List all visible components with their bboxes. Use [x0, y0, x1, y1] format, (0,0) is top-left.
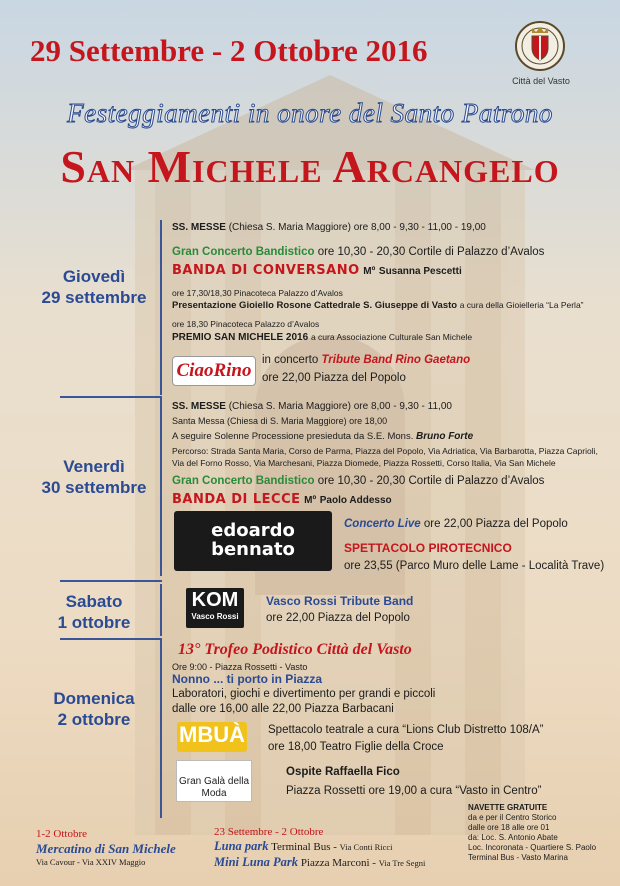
concert-prefix: in concerto: [262, 354, 319, 366]
mini-title: Mini Luna Park: [214, 855, 299, 869]
day-name: Venerdì: [63, 457, 125, 476]
sun-teatro-2: ore 18,00 Teatro Figlie della Croce: [268, 741, 444, 753]
maestro-name: Paolo Addesso: [319, 495, 392, 506]
thu-pres-time: ore 17,30/18,30 Pinacoteca Palazzo d’Avalos: [172, 288, 343, 298]
messe-label: SS. MESSE: [172, 222, 226, 233]
maestro-prefix: Mº: [304, 495, 317, 506]
sun-teatro-1: Spettacolo teatrale a cura “Lions Club Distretto 108/A”: [268, 724, 544, 736]
day-label-saturday: [30, 591, 158, 633]
sat-band: Vasco Rossi Tribute Band: [266, 594, 414, 608]
maestro-name: Susanna Pescetti: [378, 266, 462, 277]
messe-label: SS. MESSE: [172, 401, 226, 412]
day-label-thursday: [30, 266, 158, 308]
thu-concert: [262, 354, 470, 367]
thu-premio: [172, 331, 472, 344]
subtitle: Festeggiamenti in onore del Santo Patrono: [67, 98, 553, 128]
divider: [160, 640, 162, 818]
logo-sub: Vasco Rossi: [191, 612, 239, 621]
crest-caption: Città del Vasto: [512, 76, 570, 86]
sun-trofeo: 13° Trofeo Podistico Città del Vasto: [178, 641, 412, 658]
pres-title: Presentazione Gioiello Rosone Cattedrale S. Giuseppe di Vasto: [172, 300, 458, 311]
thu-premio-time: ore 18,30 Pinacoteca Palazzo d’Avalos: [172, 319, 320, 329]
pres-by: a cura della Gioielleria “La Perla”: [459, 300, 584, 310]
banda-name: BANDA DI CONVERSANO: [172, 263, 360, 278]
day-date: 29 settembre: [41, 288, 147, 307]
main-title: San Michele Arcangelo: [60, 141, 560, 192]
footer-place: Via Cavour - Via XXIV Maggio: [36, 857, 146, 867]
sun-trofeo-time: Ore 9:00 - Piazza Rossetti - Vasto: [172, 662, 308, 672]
fri-percorso-2: Via del Forno Rosso, Via Marchesani, Piazza Diomede, Piazza Rossetti, Corso Italia, Via San Michele: [172, 458, 556, 468]
mbua-logo: MBUÀ: [177, 722, 247, 752]
divider: [60, 396, 162, 398]
navette-line: Terminal Bus - Vasto Marina: [468, 853, 568, 862]
footer-date: 1-2 Ottobre: [36, 828, 88, 840]
thu-banda: [172, 262, 462, 280]
concerto-label: Gran Concerto Bandistico: [172, 246, 315, 258]
gran-gala-moda-logo: Gran Galà della Moda: [176, 760, 252, 802]
day-name: Giovedì: [62, 267, 126, 286]
banda-name: BANDA DI LECCE: [172, 492, 301, 507]
concerto-label: Gran Concerto Bandistico: [172, 475, 315, 487]
event-dates: 29 Settembre - 2 Ottobre 2016: [30, 33, 428, 68]
mini-luna-park-line: [214, 855, 464, 871]
luna-park-line: [214, 839, 464, 855]
fri-fuochi-detail: ore 23,55 (Parco Muro delle Lame - Località Trave): [344, 560, 605, 572]
logo-line: bennato: [211, 539, 295, 560]
fri-fuochi: SPETTACOLO PIROTECNICO: [344, 541, 512, 555]
city-crest-icon: [514, 20, 566, 78]
navette-box: [468, 803, 616, 863]
thu-concerto: [172, 246, 544, 259]
proc-prefix: A seguire Solenne Processione presieduta da S.E. Mons.: [172, 431, 414, 442]
live-detail: ore 22,00 Piazza del Popolo: [423, 518, 568, 530]
fri-messe: [172, 400, 452, 413]
day-label-sunday: [30, 688, 158, 730]
footer-title: Mercatino di San Michele: [36, 841, 176, 856]
day-name: Sabato: [65, 592, 123, 611]
thu-messe: [172, 221, 486, 234]
fri-banda: [172, 491, 392, 509]
ciaorino-logo: CiaoRino: [172, 356, 256, 386]
concert-band: Tribute Band Rino Gaetano: [321, 354, 471, 366]
maestro-prefix: Mº: [363, 266, 376, 277]
thu-presentazione: [172, 299, 584, 312]
day-date: 2 ottobre: [57, 710, 131, 729]
concerto-detail: ore 10,30 - 20,30 Cortile di Palazzo d’Avalos: [317, 475, 545, 487]
footer-date: 23 Settembre - 2 Ottobre: [214, 826, 324, 838]
messe-detail: (Chiesa S. Maria Maggiore) ore 8,00 - 9,30 - 11,00 - 19,00: [228, 222, 486, 233]
sun-laboratori-2: dalle ore 16,00 alle 22,00 Piazza Barbacani: [172, 703, 394, 715]
divider: [60, 580, 162, 582]
divider: [160, 220, 162, 395]
luna-via: Via Conti Ricci: [339, 842, 393, 852]
logo-line: edoardo: [211, 520, 295, 541]
sun-nonno: Nonno ... ti porto in Piazza: [172, 672, 322, 686]
logo-main: KOM: [191, 589, 239, 611]
edoardo-bennato-logo: [174, 511, 332, 571]
footer-mercatino: [36, 828, 206, 868]
kom-logo: [186, 588, 244, 628]
sun-ospite: Ospite Raffaella Fico: [286, 766, 400, 778]
day-label-friday: [30, 456, 158, 498]
navette-line: Loc. Incoronata - Quartiere S. Paolo: [468, 843, 597, 852]
live-label: Concerto Live: [344, 518, 421, 530]
luna-title: Luna park: [214, 839, 269, 853]
navette-line: da e per il Centro Storico: [468, 813, 557, 822]
fri-concerto: [172, 475, 544, 488]
divider: [60, 638, 162, 640]
footer-luna-park: [214, 826, 464, 871]
fri-processione: [172, 430, 473, 443]
fri-messa-sera: Santa Messa (Chiesa di S. Maria Maggiore) ore 18,00: [172, 416, 388, 426]
day-date: 1 ottobre: [57, 613, 131, 632]
mini-via: Via Tre Segni: [378, 858, 426, 868]
concerto-detail: ore 10,30 - 20,30 Cortile di Palazzo d’Avalos: [317, 246, 545, 258]
divider: [160, 398, 162, 576]
messe-detail: (Chiesa S. Maria Maggiore) ore 8,00 - 9,30 - 11,00: [228, 401, 452, 412]
fri-percorso-1: Percorso: Strada Santa Maria, Corso de Parma, Piazza del Popolo, Via Adriatica, Via Barbarotta, Piazza Caprioli,: [172, 446, 598, 456]
luna-place: Terminal Bus -: [271, 841, 337, 853]
navette-title: NAVETTE GRATUITE: [468, 803, 548, 812]
sat-detail: ore 22,00 Piazza del Popolo: [266, 612, 410, 624]
navette-line: da: Loc. S. Antonio Abate: [468, 833, 558, 842]
premio-title: PREMIO SAN MICHELE 2016: [172, 332, 309, 343]
mini-place: Piazza Marconi -: [300, 857, 376, 869]
fri-live: [344, 518, 568, 531]
day-date: 30 settembre: [41, 478, 147, 497]
premio-by: a cura Associazione Culturale San Michele: [310, 332, 473, 342]
sun-gala-detail: Piazza Rossetti ore 19,00 a cura “Vasto in Centro”: [286, 785, 542, 797]
day-name: Domenica: [53, 689, 135, 708]
proc-name: Bruno Forte: [415, 431, 474, 442]
thu-concert-time: ore 22,00 Piazza del Popolo: [262, 372, 406, 384]
sun-laboratori-1: Laboratori, giochi e divertimento per grandi e piccoli: [172, 688, 436, 700]
navette-line: dalle ore 18 alle ore 01: [468, 823, 550, 832]
divider: [160, 584, 162, 636]
